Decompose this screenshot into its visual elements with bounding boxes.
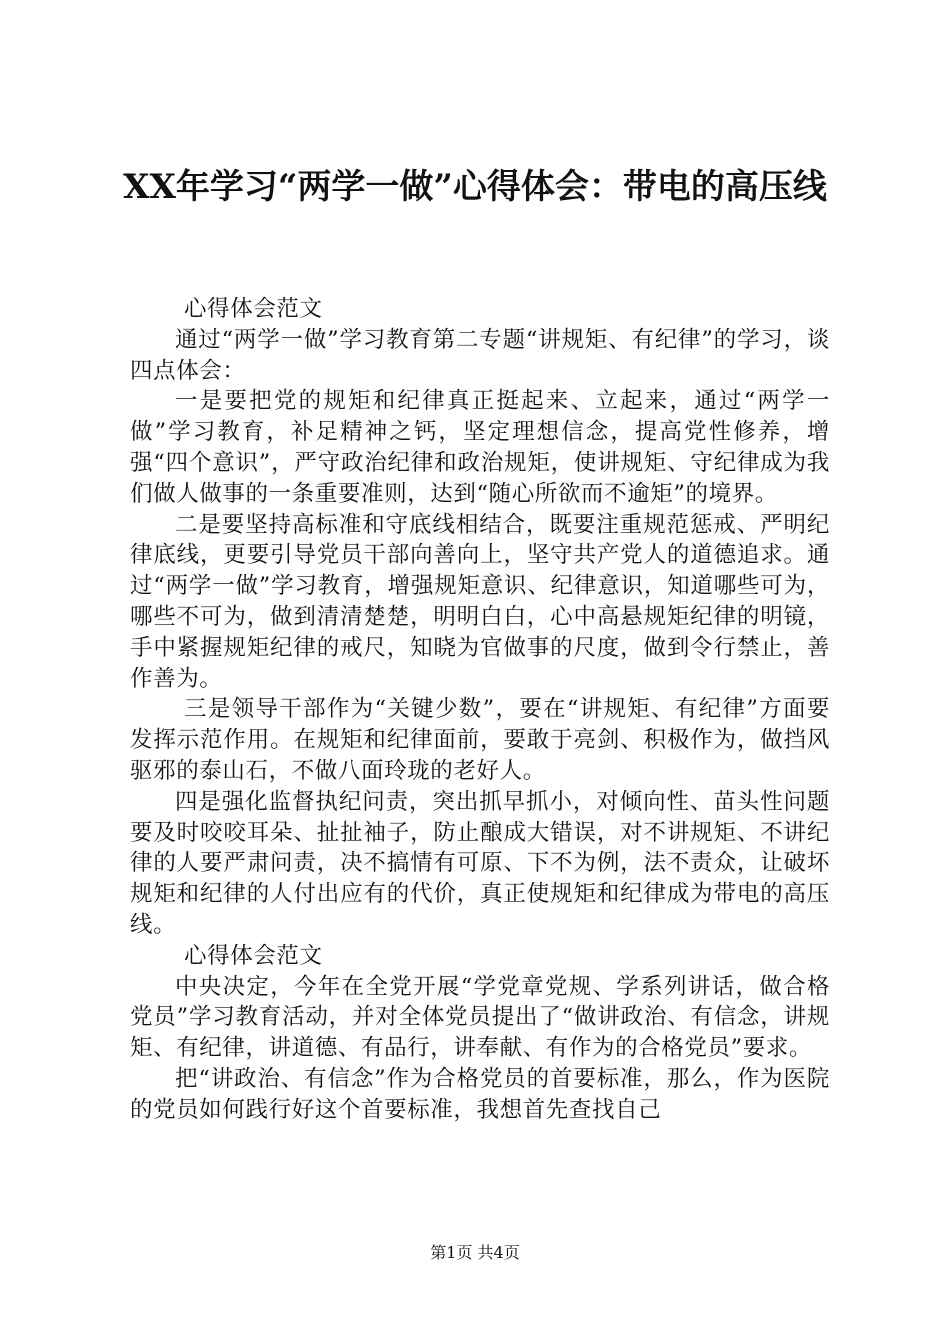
body-paragraph: 三是领导干部作为“关键少数”，要在“讲规矩、有纪律”方面要发挥示范作用。在规矩和纪律面前，要敢于亮剑、积极作为，做挡风驱邪的泰山石，不做八面玲珑的老好人。 [130,696,830,784]
document-title: XX年学习“两学一做”心得体会：带电的高压线 [123,167,827,207]
body-paragraph: 把“讲政治、有信念”作为合格党员的首要标准，那么，作为医院的党员如何践行好这个首要标准，我想首先查找自己 [130,1065,830,1123]
body-paragraph: 一是要把党的规矩和纪律真正挺起来、立起来，通过“两学一做”学习教育，补足精神之钙，坚定理想信念，提高党性修养，增强“四个意识”，严守政治纪律和政治规矩，使讲规矩、守纪律成为我们做人做事的一条重要准则，达到“随心所欲而不逾矩”的境界。 [130,388,830,507]
section-heading: 心得体会范文 [184,296,323,322]
body-paragraph: 二是要坚持高标准和守底线相结合，既要注重规范惩戒、严明纪律底线，更要引导党员干部向善向上，坚守共产党人的道德追求。通过“两学一做”学习教育，增强规矩意识、纪律意识，知道哪些可为，哪些不可为，做到清清楚楚，明明白白，心中高悬规矩纪律的明镜，手中紧握规矩纪律的戒尺，知晓为官做事的尺度，做到令行禁止，善作善为。 [130,511,830,692]
document-body [130,294,830,1126]
section-heading: 心得体会范文 [184,942,323,969]
page-footer: 第1页 共4页 [430,1243,520,1262]
body-paragraph: 通过“两学一做”学习教育第二专题“讲规矩、有纪律”的学习，谈四点体会： [130,326,830,384]
body-paragraph: 中央决定，今年在全党开展“学党章党规、学系列讲话，做合格党员”学习教育活动，并对全体党员提出了“做讲政治、有信念，讲规矩、有纪律，讲道德、有品行，讲奉献、有作为的合格党员”要求。 [130,973,830,1062]
body-paragraph: 四是强化监督执纪问责，突出抓早抓小，对倾向性、苗头性问题要及时咬咬耳朵、扯扯袖子，防止酿成大错误，对不讲规矩、不讲纪律的人要严肃问责，决不搞情有可原、下不为例，法不责众，让破坏规矩和纪律的人付出应有的代价，真正使规矩和纪律成为带电的高压线。 [130,788,830,938]
